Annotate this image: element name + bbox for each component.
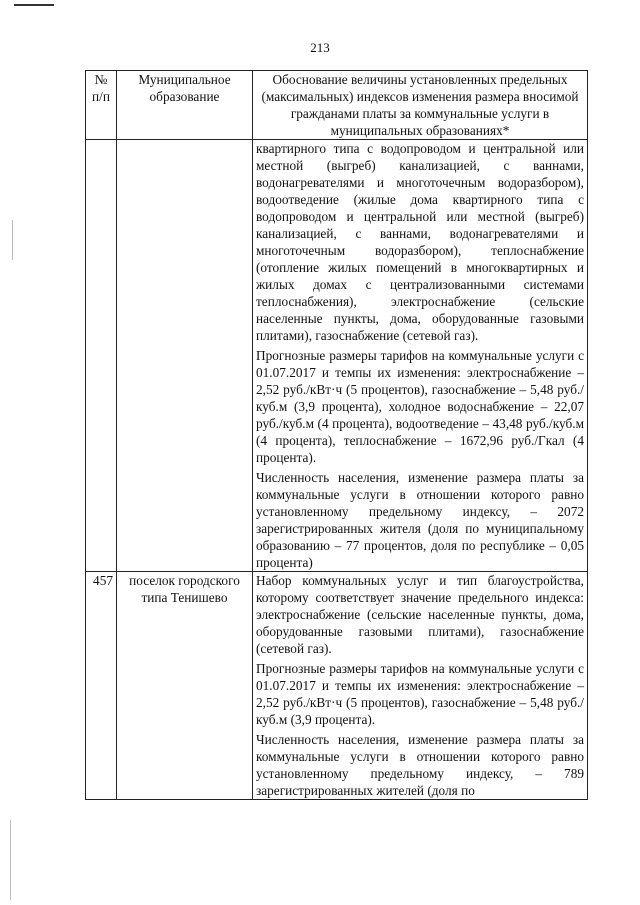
scan-mark-top (14, 4, 54, 6)
scan-mark-bottom-left (10, 820, 11, 900)
row-num: 457 (86, 572, 117, 800)
row-justification (253, 140, 588, 572)
tariff-table (85, 70, 588, 800)
justification-paragraph: Прогнозные размеры тарифов на коммунальные услуги с 01.07.2017 и темпы их изменения: электроснабжение – 2,52 руб./кВт·ч (5 процентов), газоснабжение – 5,48 руб./куб.м (3,9 процента), холодное водоснабжение – 22,07 руб./куб.м (4 процента), водоотведение – 43,48 руб./куб.м (4 процента), теплоснабжение – 1672,96 руб./Гкал (4 процента). (256, 348, 584, 465)
table-header-row (86, 71, 588, 140)
row-municipality: поселок городского типа Тенишево (117, 572, 253, 800)
justification-paragraph: квартирного типа с водопроводом и центральной или местной (выгреб) канализацией, с ваннами, водонагревателями и многоточечным водоразбором), водоотведение (жилые дома квартирного типа с водопроводом и центральной или местной (выгреб) канализацией, с ваннами, водонагревателями и многоточечным водоразбором), теплоснабжение (отопление жилых помещений в многоквартирных и жилых домах с централизованными системами теплоснабжения), электроснабжение (сельские населенные пункты, дома, оборудованные газовыми плитами), газоснабжение (сетевой газ). (256, 141, 584, 343)
table-row (86, 572, 588, 800)
header-justification: Обоснование величины установленных предельных (максимальных) индексов изменения размера вносимой гражданами платы за коммунальные услуги в муниципальных образованиях* (253, 71, 588, 140)
justification-paragraph: Численность населения, изменение размера платы за коммунальные услуги в отношении которого равно установленному предельному индексу, – 789 зарегистрированных жителей (доля по (256, 732, 584, 798)
table-row (86, 140, 588, 572)
header-num: № п/п (86, 71, 117, 140)
page-number: 213 (310, 40, 330, 55)
justification-paragraph: Численность населения, изменение размера платы за коммунальные услуги в отношении которого равно установленному предельному индексу, – 2072 зарегистрированных жителя (доля по муниципальному образованию – 77 процентов, доля по республике – 0,05 процента) (256, 470, 584, 570)
justification-paragraph: Набор коммунальных услуг и тип благоустройства, которому соответствует значение предельного индекса: электроснабжение (сельские населенные пункты, дома, оборудованные газовыми плитами), газоснабжение (сетевой газ). (256, 573, 584, 656)
justification-paragraph: Прогнозные размеры тарифов на коммунальные услуги с 01.07.2017 и темпы их изменения: электроснабжение – 2,52 руб./кВт·ч (5 процентов), газоснабжение – 5,48 руб./куб.м (3,9 процента). (256, 661, 584, 727)
scan-mark-left (12, 220, 13, 260)
header-municipality: Муниципальное образование (117, 71, 253, 140)
row-municipality (117, 140, 253, 572)
row-justification (253, 572, 588, 800)
row-num (86, 140, 117, 572)
